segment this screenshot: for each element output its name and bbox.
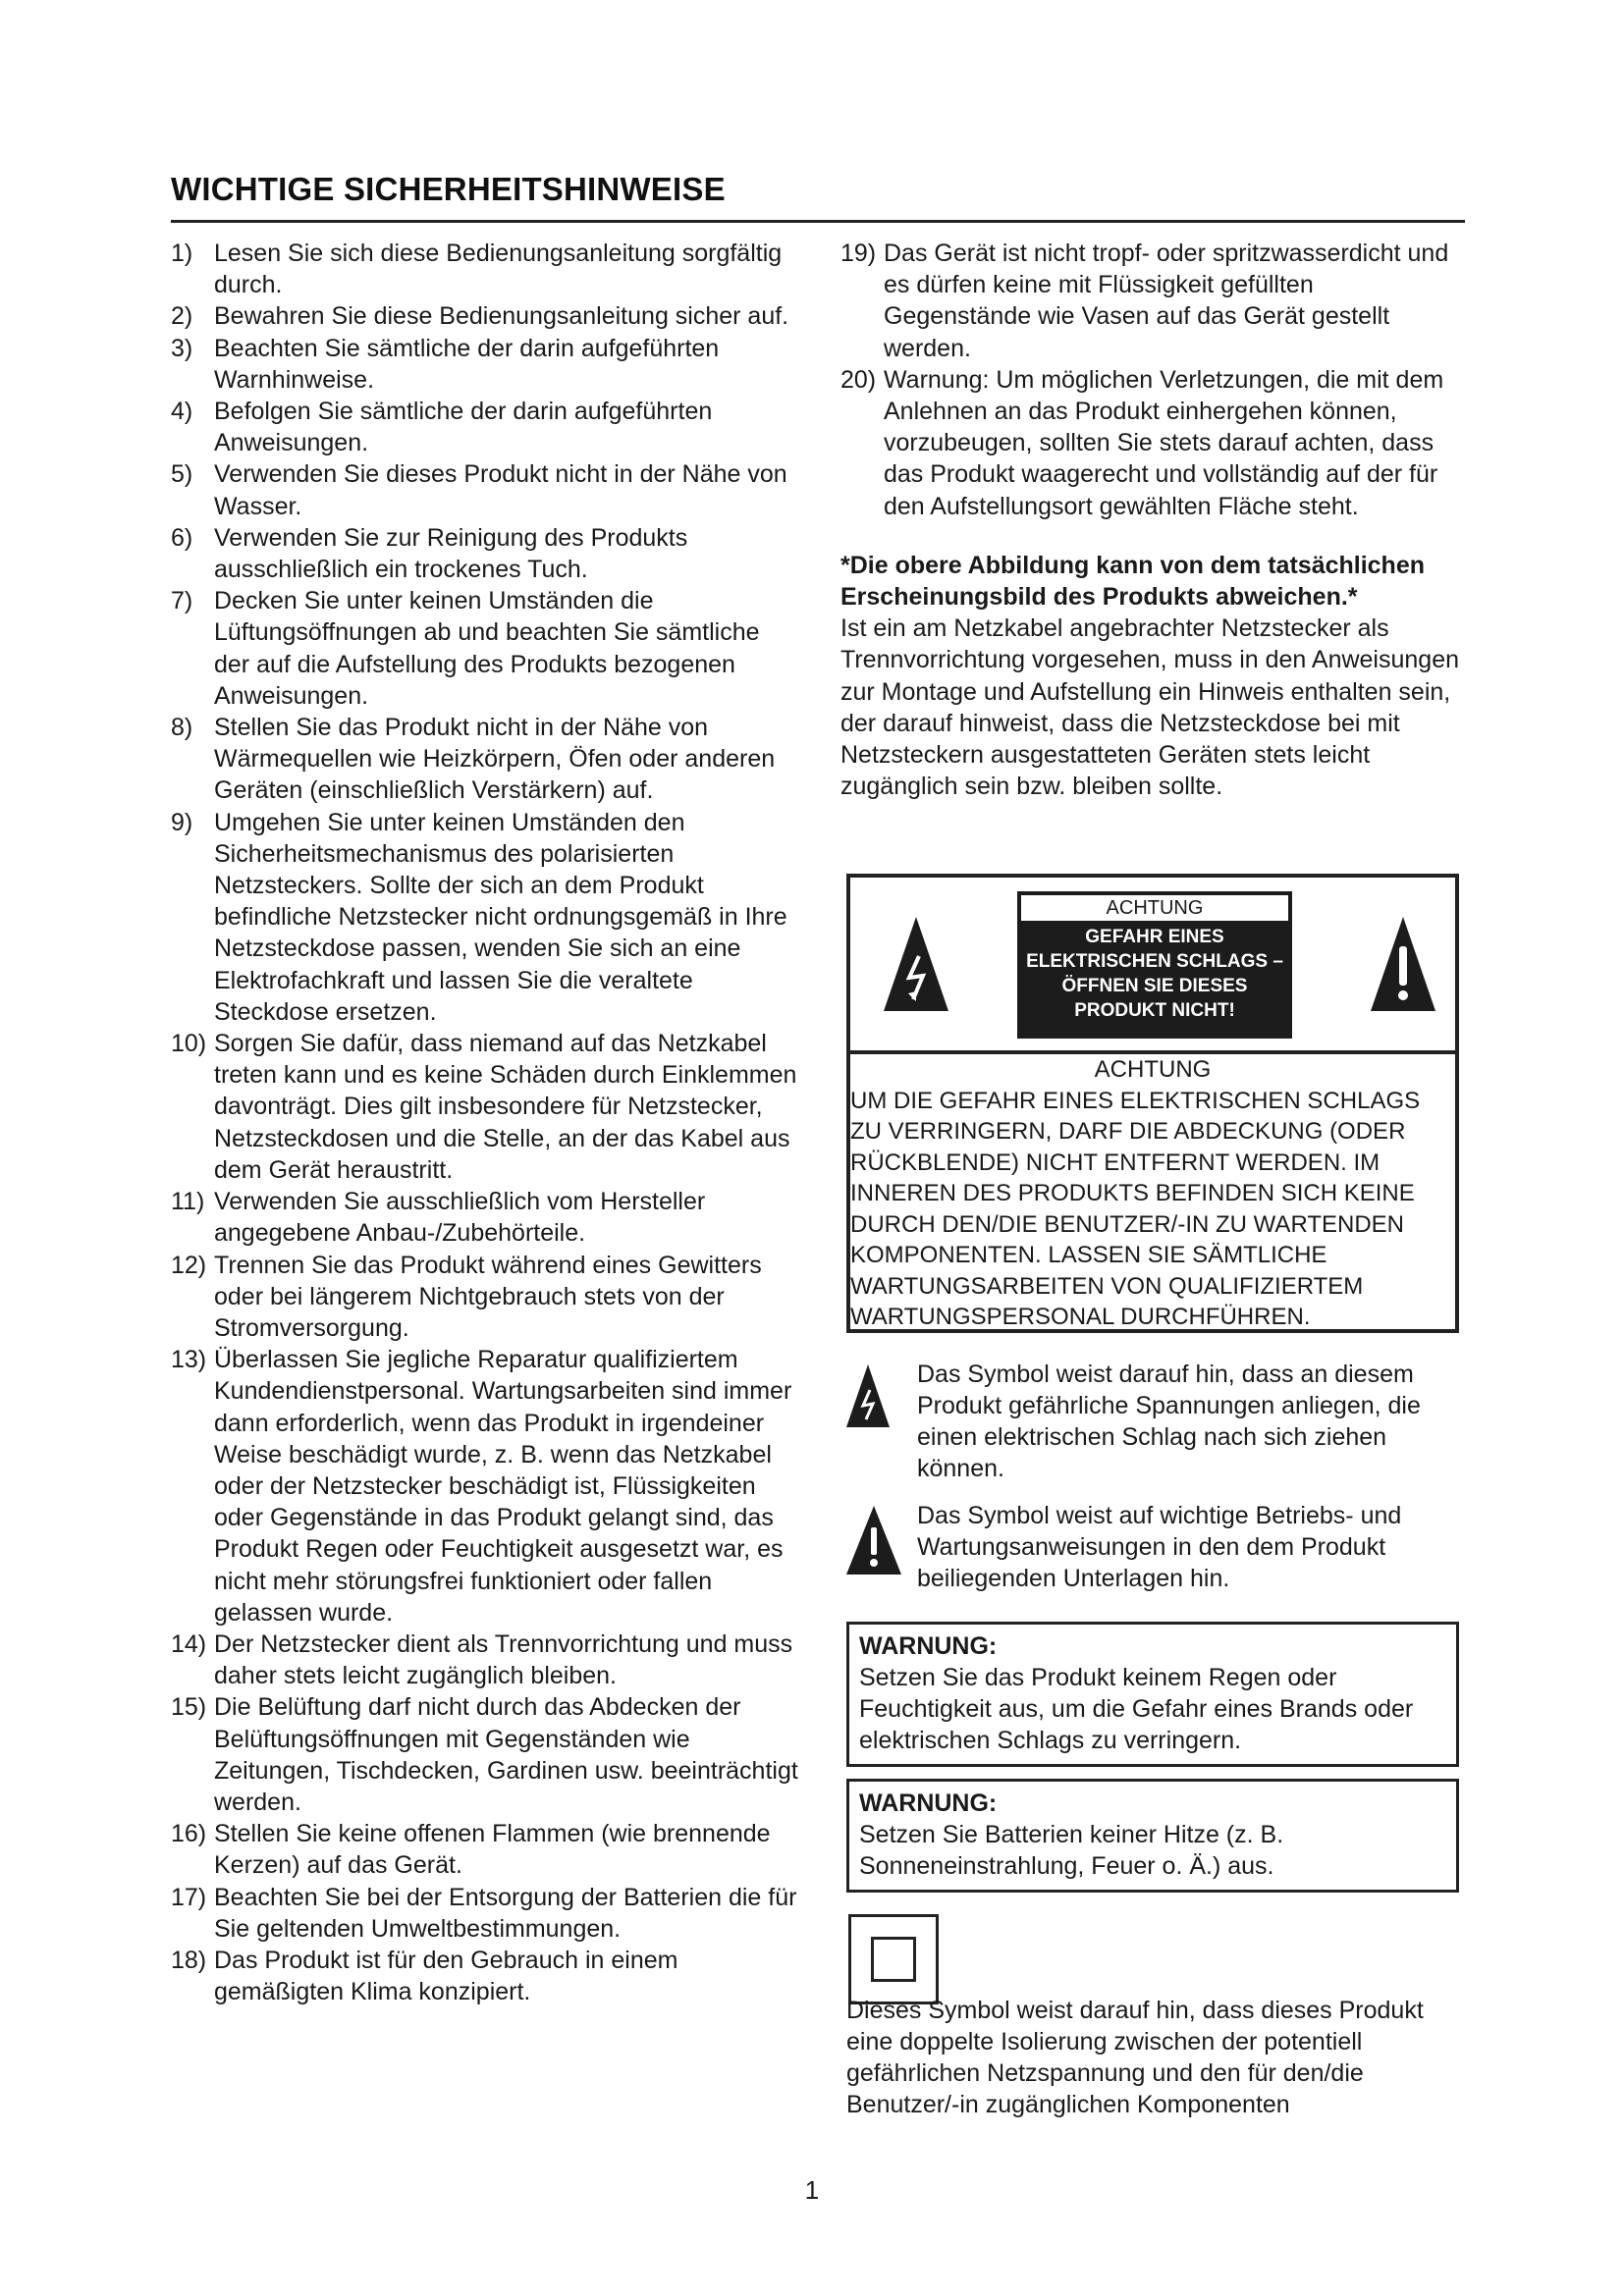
list-item: [171, 522, 799, 585]
item-text: Sorgen Sie dafür, dass niemand auf das Netzkabel treten kann und es keine Schäden durch Einklemmen davonträgt. Dies gilt insbesondere für Netzstecker, Netzsteckdosen und die Stelle, an der das Kabel aus dem Gerät heraustritt.: [214, 1030, 797, 1184]
item-number: 18): [171, 1946, 207, 1974]
list-item: [171, 712, 799, 807]
right-column: [840, 238, 1465, 802]
caution-instructions: [850, 1054, 1455, 1333]
item-number: 1): [171, 240, 193, 267]
list-item: [171, 1186, 799, 1249]
list-item: [171, 300, 799, 332]
item-text: Beachten Sie sämtliche der darin aufgeführten Warnhinweise.: [214, 334, 720, 394]
list-item: [171, 1691, 799, 1818]
item-text: Das Gerät ist nicht tropf- oder spritzwasserdicht und es dürfen keine mit Flüssigkeit gefüllten Gegenstände wie Vasen auf das Gerät gestellt werden.: [884, 240, 1449, 362]
list-item: [171, 1028, 799, 1186]
item-number: 9): [171, 808, 193, 836]
item-number: 13): [171, 1346, 207, 1374]
list-item: [171, 1945, 799, 2007]
item-text: Verwenden Sie ausschließlich vom Hersteller angegebene Anbau-/Zubehörteile.: [214, 1188, 706, 1248]
list-item: [171, 238, 799, 300]
list-item: [171, 1344, 799, 1629]
item-text: Verwenden Sie dieses Produkt nicht in der Nähe von Wasser.: [214, 460, 787, 520]
list-item: [171, 396, 799, 458]
item-number: 10): [171, 1030, 207, 1058]
item-number: 3): [171, 334, 193, 362]
item-text: Verwenden Sie zur Reinigung des Produkts ausschließlich ein trockenes Tuch.: [214, 523, 688, 584]
item-text: Der Netzstecker dient als Trennvorrichtung und muss daher stets leicht zugänglich bleiben.: [214, 1629, 793, 1690]
list-item: [840, 364, 1465, 522]
caution-label: [846, 874, 1459, 1333]
double-insulation-text: Dieses Symbol weist darauf hin, dass dieses Produkt eine doppelte Isolierung zwischen der potentiell gefährlichen Netzspannung und den für den/die Benutzer/-in zugänglichen Komponenten: [846, 1997, 1424, 2118]
item-number: 4): [171, 398, 193, 426]
item-text: Warnung: Um möglichen Verletzungen, die mit dem Anlehnen an das Produkt einhergehen können, vorzubeugen, sollten Sie stets darauf achten, dass das Produkt waagerecht und vollständig auf der für den Aufstellungsort gewählten Fläche steht.: [884, 365, 1444, 520]
image-disclaimer: *Die obere Abbildung kann von dem tatsächlichen Erscheinungsbild des Produkts abweichen.*: [840, 551, 1426, 612]
list-item: [171, 1250, 799, 1345]
caution-label-header: [850, 878, 1455, 1054]
caution-instructions-title: ACHTUNG: [1094, 1056, 1212, 1083]
title-divider: [171, 220, 1465, 223]
list-item: [840, 238, 1465, 364]
item-number: 2): [171, 302, 193, 331]
lightning-symbol-text: Das Symbol weist darauf hin, dass an diesem Produkt gefährliche Spannungen anliegen, die einen elektrischen Schlag nach sich ziehen können.: [917, 1361, 1421, 1482]
list-item: [171, 458, 799, 521]
item-number: 17): [171, 1883, 207, 1911]
item-text: Stellen Sie das Produkt nicht in der Nähe von Wärmequellen wie Heizkörpern, Öfen oder anderen Geräten (einschließlich Verstärkern) auf.: [214, 714, 776, 805]
warning-box-moisture: [846, 1622, 1459, 1767]
item-text: Bewahren Sie diese Bedienungsanleitung sicher auf.: [214, 302, 789, 331]
item-text: Überlassen Sie jegliche Reparatur qualifiziertem Kundendienstpersonal. Wartungsarbeiten sind immer dann erforderlich, wenn das Produkt in irgendeiner Weise beschädigt wurde, z. B. wenn das Netzkabel oder der Netzstecker beschädigt ist, Flüssigkeiten oder Gegenstände in das Produkt gelangt sind, das Produkt Regen oder Feuchtigkeit ausgesetzt war, es nicht mehr störungsfrei funktioniert oder fallen gelassen wurde.: [214, 1346, 792, 1627]
warning-title: WARNUNG:: [859, 1789, 998, 1817]
caution-label-text: GEFAHR EINES ELEKTRISCHEN SCHLAGS – ÖFFNEN SIE DIESES PRODUKT NICHT!: [1026, 927, 1283, 1021]
item-text: Lesen Sie sich diese Bedienungsanleitung sorgfältig durch.: [214, 240, 783, 299]
caution-label-title: ACHTUNG: [1021, 895, 1288, 921]
item-text: Die Belüftung darf nicht durch das Abdecken der Belüftungsöffnungen mit Gegenständen wie Zeitungen, Tischdecken, Gardinen usw. beeinträchtigt werden.: [214, 1693, 798, 1816]
item-number: 12): [171, 1251, 207, 1279]
list-item: [171, 1629, 799, 1691]
item-number: 6): [171, 523, 193, 552]
list-item: [171, 585, 799, 712]
warning-box-batteries: [846, 1779, 1459, 1893]
item-number: 16): [171, 1820, 207, 1848]
item-number: 14): [171, 1629, 207, 1658]
item-number: 20): [840, 365, 877, 394]
item-text: Stellen Sie keine offenen Flammen (wie brennende Kerzen) auf das Gerät.: [214, 1820, 771, 1880]
caution-label-panel: [1017, 891, 1292, 1039]
exclamation-warning-icon: [1371, 917, 1435, 1011]
page-title: WICHTIGE SICHERHEITSHINWEISE: [171, 171, 726, 207]
item-text: Beachten Sie bei der Entsorgung der Batterien die für Sie geltenden Umweltbestimmungen.: [214, 1883, 797, 1943]
item-number: 11): [171, 1188, 205, 1216]
list-item: [171, 807, 799, 1028]
item-text: Umgehen Sie unter keinen Umständen den Sicherheitsmechanismus des polarisierten Netzsteckers. Sollte der sich an dem Produkt befindliche Netzstecker nicht ordnungsgemäß in Ihre Netzsteckdose passen, wenden Sie sich an eine Elektrofachkraft und lassen Sie die veraltete Steckdose ersetzen.: [214, 808, 787, 1026]
item-text: Das Produkt ist für den Gebrauch in einem gemäßigten Klima konzipiert.: [214, 1946, 678, 2006]
double-insulation-inner-square: [871, 1937, 916, 1982]
item-number: 19): [840, 240, 877, 267]
page-number: 1: [804, 2175, 820, 2205]
item-text: Decken Sie unter keinen Umständen die Lüftungsöffnungen ab und beachten Sie sämtliche der auf die Aufstellung des Produkts bezogenen Anweisungen.: [214, 587, 760, 710]
item-number: 5): [171, 460, 193, 489]
warning-text: Setzen Sie Batterien keiner Hitze (z. B. Sonneneinstrahlung, Feuer o. Ä.) aus.: [859, 1821, 1284, 1880]
item-number: 8): [171, 714, 193, 742]
item-text: Befolgen Sie sämtliche der darin aufgeführten Anweisungen.: [214, 398, 713, 457]
left-column: [171, 238, 799, 2007]
lightning-symbol-explanation: [846, 1359, 1465, 1484]
warning-text: Setzen Sie das Produkt keinem Regen oder Feuchtigkeit aus, um die Gefahr eines Brands oder elektrischen Schlags zu verringern.: [859, 1664, 1414, 1754]
caution-instructions-text: UM DIE GEFAHR EINES ELEKTRISCHEN SCHLAGS ZU VERRINGERN, DARF DIE ABDECKUNG (ODER RÜCKBLENDE) NICHT ENTFERNT WERDEN. IM INNEREN DES PRODUKTS BEFINDEN SICH KEINE DURCH DEN/DIE BENUTZER/-IN ZU WARTENDEN KOMPONENTEN. LASSEN SIE SÄMTLICHE WARTUNGSARBEITEN VON QUALIFIZIERTEM WARTUNGSPERSONAL DURCHFÜHREN.: [850, 1087, 1421, 1330]
item-number: 7): [171, 587, 193, 615]
item-number: 15): [171, 1693, 207, 1722]
list-item: [171, 333, 799, 396]
lightning-warning-icon: [846, 1364, 890, 1427]
exclamation-warning-icon: [846, 1506, 901, 1575]
exclamation-symbol-text: Das Symbol weist auf wichtige Betriebs- und Wartungsanweisungen in den dem Produkt beiliegenden Unterlagen hin.: [917, 1502, 1402, 1592]
item-text: Trennen Sie das Produkt während eines Gewitters oder bei längerem Nichtgebrauch stets von der Stromversorgung.: [214, 1251, 762, 1342]
plug-note: Ist ein am Netzkabel angebrachter Netzstecker als Trennvorrichtung vorgesehen, muss in den Anweisungen zur Montage und Aufstellung ein Hinweis enthalten sein, der darauf hinweist, dass die Netzsteckdose bei mit Netzsteckern ausgestatteten Geräten stets leicht zugänglich sein bzw. bleiben sollte.: [840, 614, 1460, 801]
lightning-warning-icon: [884, 917, 948, 1011]
double-insulation-icon: [848, 1914, 939, 2004]
list-item: [171, 1818, 799, 1881]
warning-title: WARNUNG:: [859, 1632, 998, 1660]
list-item: [171, 1882, 799, 1945]
exclamation-symbol-explanation: [846, 1500, 1465, 1594]
